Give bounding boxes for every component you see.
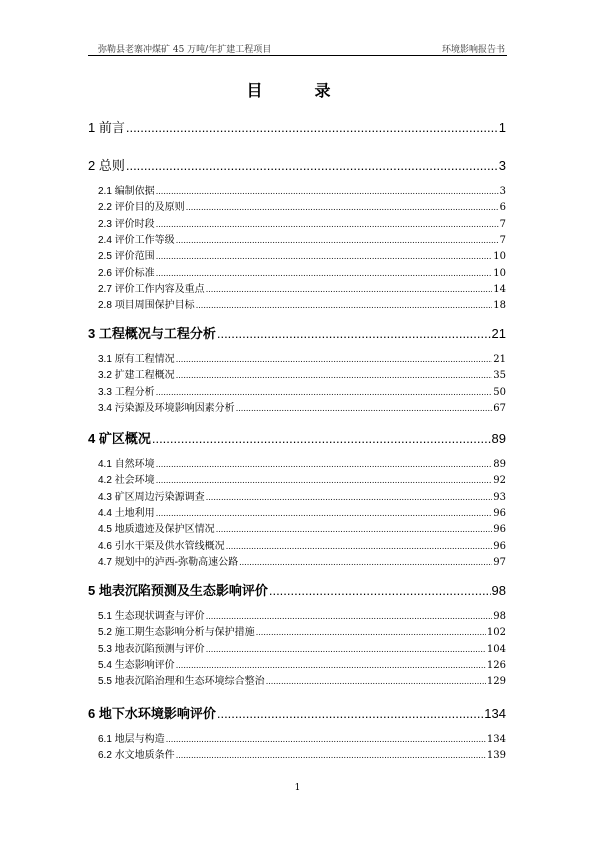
toc-section-label <box>98 746 175 761</box>
toc-section-number: 4.6 <box>98 540 115 552</box>
toc-section-entry[interactable] <box>98 399 506 414</box>
toc-section-page: 96 <box>493 540 506 552</box>
toc-section-title: 项目周围保护目标 <box>114 300 195 312</box>
toc-leader-dots <box>156 187 499 196</box>
toc-section-entry[interactable] <box>98 504 506 519</box>
toc-leader-dots <box>166 735 486 744</box>
toc-section-page: 98 <box>493 611 506 622</box>
toc-section-label <box>98 350 175 365</box>
toc-leader-dots <box>176 371 493 380</box>
toc-section-entry[interactable] <box>98 656 506 671</box>
toc-section-title: 地表沉陷治理和生态环境综合整治 <box>114 676 265 688</box>
toc-section-entry[interactable] <box>98 553 506 568</box>
toc-section-label <box>98 399 235 414</box>
toc-section-page: 35 <box>493 370 506 382</box>
toc-section-page: 96 <box>493 524 506 536</box>
toc-section-label <box>98 640 205 655</box>
toc-section-entry[interactable] <box>98 640 506 655</box>
toc-section-title: 评价工作等级 <box>114 234 175 246</box>
toc-leader-dots <box>269 583 491 598</box>
toc-section-label <box>98 656 175 671</box>
toc-section-number: 2.1 <box>98 186 115 197</box>
toc-section-number: 2.8 <box>98 300 115 312</box>
toc-leader-dots <box>156 388 493 397</box>
toc-section-page: 7 <box>499 234 506 246</box>
toc-leader-dots <box>126 120 498 135</box>
toc-section-page: 89 <box>493 459 506 470</box>
toc-section-number: 4.5 <box>98 524 115 536</box>
toc-section-page: 10 <box>493 251 506 263</box>
toc-section-title: 评价范围 <box>114 251 155 263</box>
toc-chapter-page: 3 <box>498 158 506 173</box>
toc-section-entry[interactable] <box>98 607 506 622</box>
toc-section-number: 2.4 <box>98 234 115 246</box>
toc-section-entry[interactable] <box>98 537 506 552</box>
toc-section-title: 工程分析 <box>114 386 155 398</box>
toc-section-label <box>98 504 155 519</box>
toc-section-entry[interactable] <box>98 672 506 687</box>
toc-section-page: 10 <box>493 267 506 279</box>
toc-section-number: 3.1 <box>98 354 115 365</box>
toc-section-page: 6 <box>499 202 506 214</box>
toc-section-title: 编制依据 <box>114 186 155 197</box>
header-project-title: 弥勒县老寨冲煤矿 45 万吨/年扩建工程项目 <box>98 45 272 55</box>
toc-section-page: 129 <box>486 676 506 688</box>
toc-section-title: 社会环境 <box>114 475 155 487</box>
toc-leader-dots <box>156 252 493 261</box>
toc-section-label <box>98 488 205 503</box>
toc-chapter-entry[interactable] <box>88 323 506 342</box>
toc-section-entry[interactable] <box>98 471 506 486</box>
toc-leader-dots <box>156 269 493 278</box>
toc-leader-dots <box>186 203 499 212</box>
toc-section-title: 评价工作内容及重点 <box>114 283 205 295</box>
toc-leader-dots <box>176 236 499 245</box>
toc-section-entry[interactable] <box>98 488 506 503</box>
toc-leader-dots <box>206 285 493 294</box>
toc-section-page: 7 <box>499 218 506 230</box>
toc-leader-dots <box>156 220 499 229</box>
toc-section-entry[interactable] <box>98 383 506 398</box>
toc-chapter-page: 21 <box>491 326 506 341</box>
toc-section-page: 102 <box>486 627 506 639</box>
toc-section-title: 评价目的及原则 <box>114 202 185 214</box>
toc-chapter-page: 89 <box>491 431 506 446</box>
toc-section-entry[interactable] <box>98 623 506 638</box>
toc-section-entry[interactable] <box>98 730 506 745</box>
toc-leader-dots <box>196 301 493 310</box>
toc-leader-dots <box>152 431 491 446</box>
toc-section-entry[interactable] <box>98 296 506 311</box>
toc-chapter-entry[interactable] <box>88 117 506 136</box>
toc-leader-dots <box>206 645 486 654</box>
toc-chapter-label: 2 总则 <box>88 158 125 173</box>
toc-section-label <box>98 623 255 638</box>
toc-section-page: 96 <box>493 507 506 519</box>
toc-chapter-label: 1 前言 <box>88 120 125 135</box>
toc-leader-dots <box>236 404 493 413</box>
toc-leader-dots <box>176 751 486 760</box>
toc-leader-dots <box>266 677 486 686</box>
toc-section-title: 污染源及环境影响因素分析 <box>114 402 235 414</box>
toc-section-entry[interactable] <box>98 182 506 197</box>
toc-section-title: 地表沉陷预测与评价 <box>114 643 205 655</box>
toc-section-number: 5.5 <box>98 676 115 688</box>
toc-leader-dots <box>226 542 493 551</box>
toc-chapter-entry[interactable] <box>88 703 506 722</box>
toc-section-page: 126 <box>486 659 506 671</box>
toc-section-entry[interactable] <box>98 350 506 365</box>
toc-title: 目 录 <box>246 81 349 100</box>
toc-section-title: 土地利用 <box>114 507 155 519</box>
toc-chapter-page: 98 <box>491 583 506 598</box>
toc-section-page: 18 <box>493 300 506 312</box>
toc-leader-dots <box>239 558 492 567</box>
toc-section-label <box>98 296 195 311</box>
toc-section-page: 14 <box>493 283 506 295</box>
toc-leader-dots <box>206 612 493 621</box>
toc-chapter-page: 134 <box>484 706 506 721</box>
toc-section-title: 水文地质条件 <box>114 750 175 762</box>
toc-section-title: 原有工程情况 <box>114 354 175 365</box>
toc-section-label <box>98 471 155 486</box>
toc-section-number: 2.3 <box>98 218 115 230</box>
toc-leader-dots <box>216 525 493 534</box>
toc-leader-dots <box>156 476 493 485</box>
toc-leader-dots <box>256 628 486 637</box>
toc-section-label <box>98 383 155 398</box>
toc-section-label <box>98 730 165 745</box>
toc-chapter-entry[interactable] <box>88 428 506 447</box>
toc-section-number: 2.6 <box>98 267 115 279</box>
toc-section-number: 2.2 <box>98 202 115 214</box>
toc-chapter-entry[interactable] <box>88 580 506 599</box>
toc-section-number: 4.1 <box>98 459 115 470</box>
toc-leader-dots <box>176 355 493 364</box>
toc-section-title: 地质遗迹及保护区情况 <box>114 524 215 536</box>
toc-section-page: 134 <box>486 734 506 745</box>
toc-section-title: 引水干渠及供水管线概况 <box>114 540 225 552</box>
toc-section-label <box>98 231 175 246</box>
toc-section-entry[interactable] <box>98 231 506 246</box>
toc-section-number: 3.3 <box>98 386 115 398</box>
toc-section-label <box>98 520 215 535</box>
toc-section-label <box>98 182 155 197</box>
toc-leader-dots <box>126 158 498 173</box>
toc-section-number: 4.3 <box>98 491 115 503</box>
toc-section-number: 6.1 <box>98 734 115 745</box>
toc-section-title: 评价标准 <box>114 267 155 279</box>
toc-section-entry[interactable] <box>98 247 506 262</box>
toc-section-title: 扩建工程概况 <box>114 370 175 382</box>
toc-section-page: 139 <box>486 750 506 762</box>
toc-section-number: 3.4 <box>98 402 115 414</box>
toc-leader-dots <box>206 493 493 502</box>
toc-section-entry[interactable] <box>98 746 506 761</box>
toc-section-entry[interactable] <box>98 366 506 381</box>
toc-section-page: 3 <box>499 186 506 197</box>
toc-leader-dots <box>176 661 486 670</box>
toc-section-entry[interactable] <box>98 215 506 230</box>
toc-chapter-page: 1 <box>498 120 506 135</box>
toc-section-label <box>98 553 238 568</box>
toc-section-number: 5.2 <box>98 627 115 639</box>
toc-chapter-label: 5 地表沉陷预测及生态影响评价 <box>88 583 268 598</box>
toc-section-title: 生态影响评价 <box>114 659 175 671</box>
toc-section-entry[interactable] <box>98 264 506 279</box>
toc-section-label <box>98 215 155 230</box>
toc-section-title: 评价时段 <box>114 218 155 230</box>
toc-chapter-entry[interactable] <box>88 155 506 174</box>
toc-section-title: 规划中的泸西-弥勒高速公路 <box>114 556 239 568</box>
toc-section-entry[interactable] <box>98 455 506 470</box>
toc-leader-dots <box>156 460 493 469</box>
toc-section-entry[interactable] <box>98 280 506 295</box>
toc-section-entry[interactable] <box>98 520 506 535</box>
toc-section-number: 6.2 <box>98 750 115 762</box>
toc-section-number: 5.4 <box>98 659 115 671</box>
toc-section-number: 5.3 <box>98 643 115 655</box>
toc-section-title: 施工期生态影响分析与保护措施 <box>114 627 255 639</box>
running-header <box>88 41 507 56</box>
toc-section-page: 50 <box>493 386 506 398</box>
toc-section-number: 2.5 <box>98 251 115 263</box>
toc-section-label <box>98 264 155 279</box>
header-document-type: 环境影响报告书 <box>441 45 505 55</box>
toc-leader-dots <box>156 509 493 518</box>
toc-leader-dots <box>217 326 491 341</box>
toc-section-number: 5.1 <box>98 611 115 622</box>
toc-section-label <box>98 280 205 295</box>
toc-section-page: 93 <box>493 491 506 503</box>
toc-section-label <box>98 607 205 622</box>
toc-section-page: 67 <box>493 402 506 414</box>
toc-section-title: 自然环境 <box>114 459 155 470</box>
toc-section-label <box>98 198 185 213</box>
toc-section-number: 4.4 <box>98 507 115 519</box>
toc-section-title: 矿区周边污染源调查 <box>114 491 205 503</box>
toc-section-title: 生态现状调查与评价 <box>114 611 205 622</box>
toc-section-label <box>98 455 155 470</box>
toc-section-page: 21 <box>493 354 506 365</box>
toc-section-title: 地层与构造 <box>114 734 165 745</box>
toc-section-page: 92 <box>493 475 506 487</box>
toc-section-page: 97 <box>493 556 506 568</box>
toc-chapter-label: 3 工程概况与工程分析 <box>88 326 216 341</box>
toc-section-label <box>98 366 175 381</box>
toc-leader-dots <box>217 706 483 721</box>
toc-chapter-label: 4 矿区概况 <box>88 431 151 446</box>
page-number: 1 <box>294 783 301 793</box>
toc-section-entry[interactable] <box>98 198 506 213</box>
toc-section-label <box>98 537 225 552</box>
toc-section-number: 2.7 <box>98 283 115 295</box>
toc-chapter-label: 6 地下水环境影响评价 <box>88 706 216 721</box>
toc-section-number: 4.2 <box>98 475 115 487</box>
toc-section-label <box>98 247 155 262</box>
toc-section-label <box>98 672 265 687</box>
toc-section-number: 3.2 <box>98 370 115 382</box>
toc-section-number: 4.7 <box>98 556 115 568</box>
toc-section-page: 104 <box>486 643 506 655</box>
